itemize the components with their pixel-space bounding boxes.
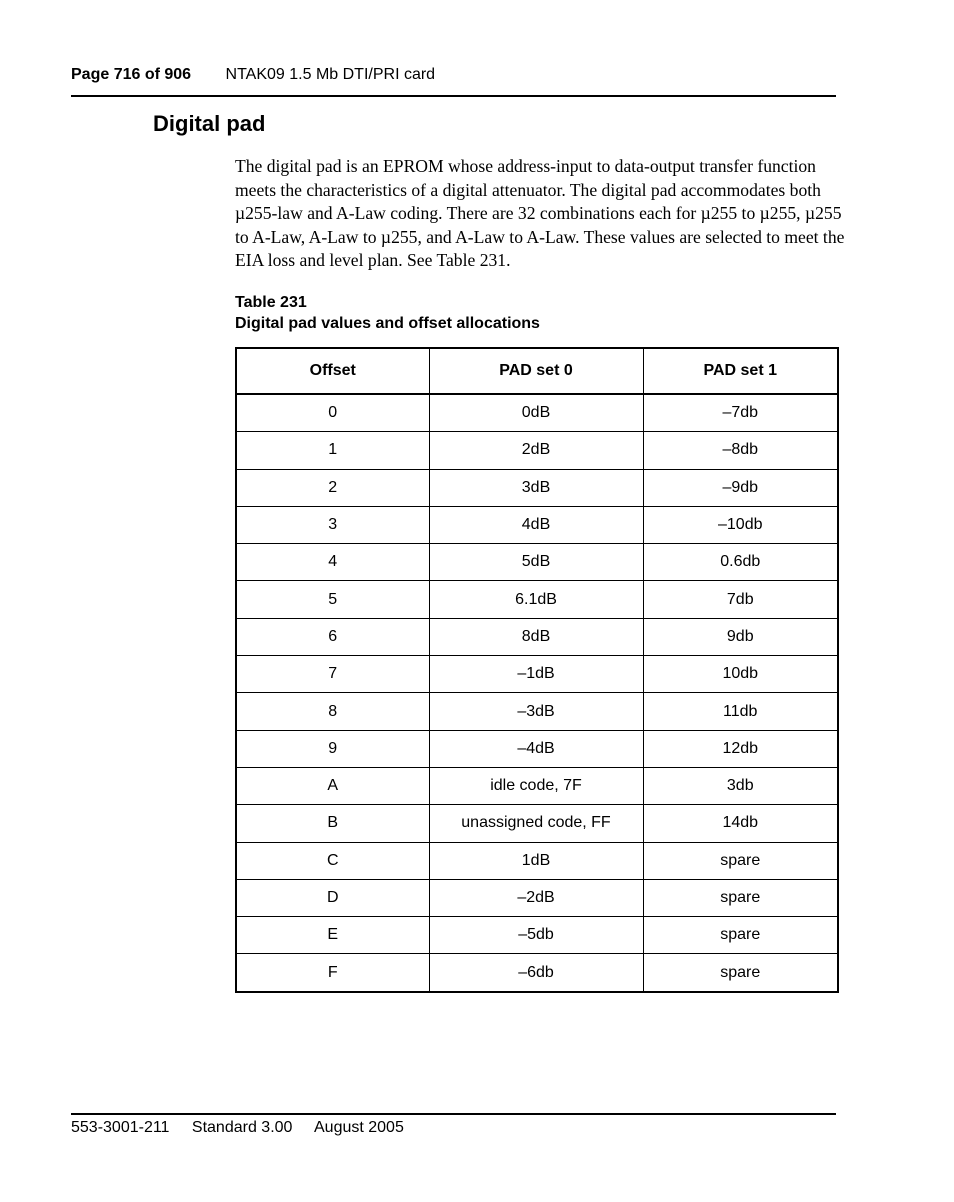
header-divider <box>71 95 836 97</box>
cell-pad-set-0: 1dB <box>429 842 643 879</box>
document-number: 553-3001-211 <box>71 1119 170 1136</box>
cell-offset: 2 <box>236 469 429 506</box>
cell-offset: 8 <box>236 693 429 730</box>
cell-pad-set-0: 6.1dB <box>429 581 643 618</box>
cell-pad-set-1: 10db <box>643 656 838 693</box>
cell-pad-set-0: 8dB <box>429 618 643 655</box>
cell-pad-set-1: spare <box>643 842 838 879</box>
cell-pad-set-1: 11db <box>643 693 838 730</box>
cell-offset: 5 <box>236 581 429 618</box>
table-row <box>236 544 838 581</box>
table-row <box>236 693 838 730</box>
cell-pad-set-0: –4dB <box>429 730 643 767</box>
standard-version: Standard 3.00 <box>191 1119 293 1136</box>
cell-pad-set-1: –7db <box>643 394 838 432</box>
table-row <box>236 581 838 618</box>
table-caption <box>235 292 540 334</box>
cell-pad-set-0: 4dB <box>429 506 643 543</box>
table-row <box>236 656 838 693</box>
cell-pad-set-0: –3dB <box>429 693 643 730</box>
table-row <box>236 432 838 469</box>
column-header-offset: Offset <box>236 348 429 394</box>
cell-offset: 9 <box>236 730 429 767</box>
cell-offset: 6 <box>236 618 429 655</box>
cell-offset: 1 <box>236 432 429 469</box>
cell-pad-set-0: –6db <box>429 954 643 992</box>
table-row <box>236 767 838 804</box>
cell-pad-set-1: spare <box>643 954 838 992</box>
table-row <box>236 879 838 916</box>
document-title: NTAK09 1.5 Mb DTI/PRI card <box>225 66 436 83</box>
cell-pad-set-1: spare <box>643 879 838 916</box>
page-footer <box>71 1119 422 1137</box>
cell-pad-set-0: 0dB <box>429 394 643 432</box>
cell-offset: F <box>236 954 429 992</box>
table-header-row <box>236 348 838 394</box>
cell-offset: 3 <box>236 506 429 543</box>
cell-pad-set-1: –10db <box>643 506 838 543</box>
cell-pad-set-1: 7db <box>643 581 838 618</box>
page-number: Page 716 of 906 <box>71 66 192 83</box>
table-row <box>236 618 838 655</box>
section-title: Digital pad <box>153 111 266 136</box>
cell-pad-set-0: –2dB <box>429 879 643 916</box>
cell-offset: 7 <box>236 656 429 693</box>
table-row <box>236 394 838 432</box>
cell-offset: D <box>236 879 429 916</box>
cell-offset: 0 <box>236 394 429 432</box>
table-row <box>236 917 838 954</box>
table-number: Table 231 <box>235 294 307 311</box>
digital-pad-table <box>235 347 839 993</box>
cell-pad-set-0: –5db <box>429 917 643 954</box>
cell-pad-set-1: 14db <box>643 805 838 842</box>
cell-pad-set-0: –1dB <box>429 656 643 693</box>
cell-pad-set-1: 0.6db <box>643 544 838 581</box>
column-header-pad-set-1: PAD set 1 <box>643 348 838 394</box>
cell-pad-set-0: 3dB <box>429 469 643 506</box>
cell-offset: 4 <box>236 544 429 581</box>
body-paragraph: The digital pad is an EPROM whose address-input to data-output transfer function meets the characteristics of a digital attenuator. The digital pad accommodates both µ255-law and A-Law coding. There are 32 combinations each for µ255 to µ255, µ255 to A-Law, A-Law to µ255, and A-Law to A-Law. These values are selected to meet the EIA loss and level plan. See Table 231. <box>235 156 845 270</box>
table-row <box>236 954 838 992</box>
cell-pad-set-1: 12db <box>643 730 838 767</box>
page-header <box>71 66 435 84</box>
cell-pad-set-0: idle code, 7F <box>429 767 643 804</box>
table-title: Digital pad values and offset allocations <box>235 315 540 332</box>
table-row <box>236 730 838 767</box>
cell-offset: B <box>236 805 429 842</box>
cell-pad-set-1: –9db <box>643 469 838 506</box>
cell-pad-set-1: –8db <box>643 432 838 469</box>
cell-pad-set-1: spare <box>643 917 838 954</box>
cell-offset: A <box>236 767 429 804</box>
cell-offset: C <box>236 842 429 879</box>
footer-divider <box>71 1113 836 1115</box>
cell-pad-set-0: 5dB <box>429 544 643 581</box>
cell-pad-set-0: unassigned code, FF <box>429 805 643 842</box>
cell-pad-set-1: 9db <box>643 618 838 655</box>
table-row <box>236 469 838 506</box>
cell-pad-set-0: 2dB <box>429 432 643 469</box>
table-row <box>236 506 838 543</box>
cell-pad-set-1: 3db <box>643 767 838 804</box>
column-header-pad-set-0: PAD set 0 <box>429 348 643 394</box>
publication-date: August 2005 <box>314 1119 404 1136</box>
cell-offset: E <box>236 917 429 954</box>
table-row <box>236 842 838 879</box>
table-row <box>236 805 838 842</box>
